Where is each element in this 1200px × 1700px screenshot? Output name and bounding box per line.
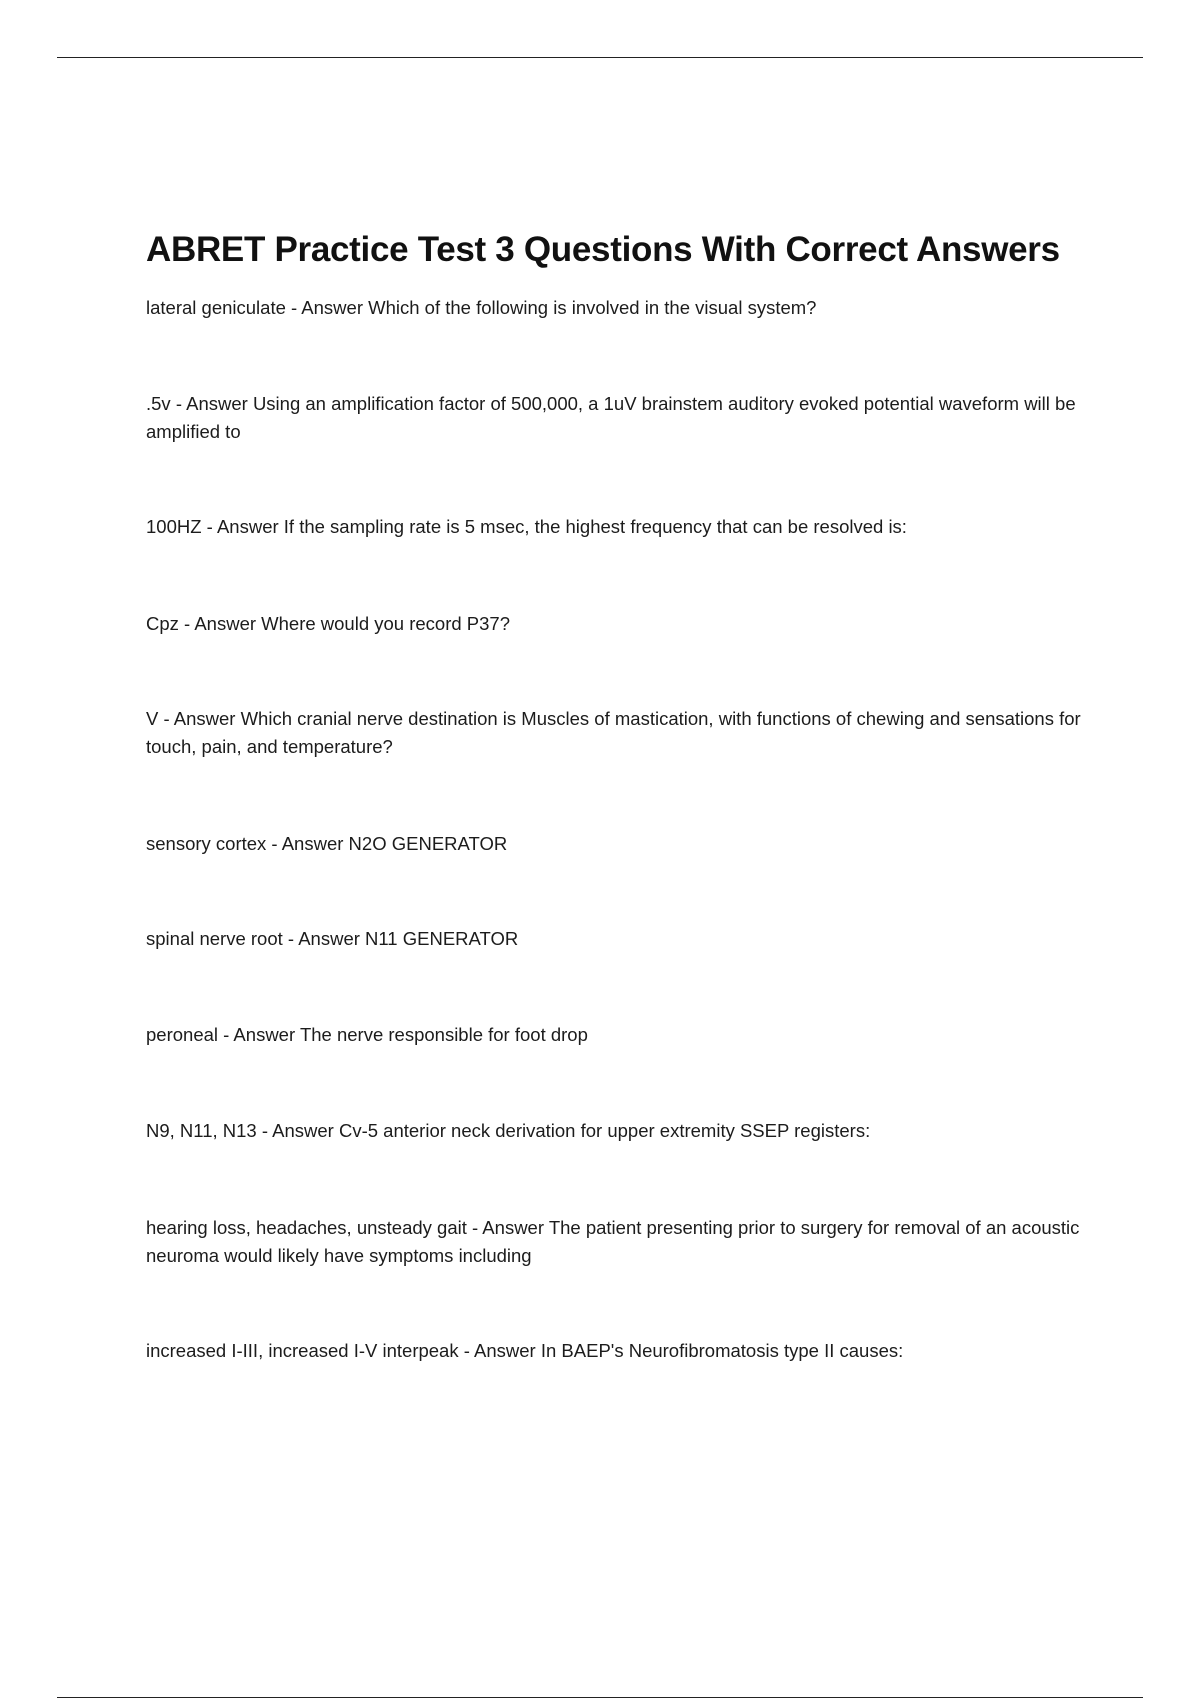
- qa-item: [146, 1214, 1096, 1270]
- answer-separator: - Answer: [158, 708, 241, 729]
- answer-separator: - Answer: [170, 393, 253, 414]
- qa-item: [146, 1117, 1096, 1145]
- qa-item: [146, 294, 1096, 322]
- bottom-divider: [57, 1697, 1143, 1698]
- answer-text: V: [146, 708, 159, 729]
- answer-text: 100HZ: [146, 516, 202, 537]
- answer-separator: - Answer: [466, 1217, 549, 1238]
- question-text: N2O GENERATOR: [348, 833, 508, 854]
- answer-separator: - Answer: [285, 297, 369, 318]
- qa-item: [146, 925, 1096, 953]
- qa-item: [146, 390, 1096, 446]
- answer-separator: - Answer: [266, 833, 349, 854]
- question-text: Using an amplification factor of 500,000, a 1uV brainstem auditory evoked potential waveform will be amplified to: [146, 393, 1076, 442]
- question-text: The nerve responsible for foot drop: [299, 1024, 588, 1045]
- document-body: [146, 228, 1096, 1361]
- answer-text: N9, N11, N13: [146, 1120, 257, 1141]
- answer-text: Cpz: [146, 613, 179, 634]
- answer-separator: - Answer: [282, 928, 366, 949]
- answer-text: lateral geniculate: [146, 297, 286, 318]
- answer-text: .5v: [146, 393, 171, 414]
- qa-item: [146, 1021, 1096, 1049]
- question-text: Which cranial nerve destination is Muscles of mastication, with functions of chewing and sensations for touch, pain, and temperature?: [146, 708, 1081, 757]
- answer-separator: - Answer: [458, 1340, 541, 1361]
- document-title: ABRET Practice Test 3 Questions With Correct Answers: [146, 230, 1060, 269]
- question-text: N11 GENERATOR: [365, 928, 519, 949]
- question-text: In BAEP's Neurofibromatosis type II causes:: [540, 1340, 904, 1361]
- answer-text: peroneal: [146, 1024, 219, 1045]
- answer-text: sensory cortex: [146, 833, 267, 854]
- answer-separator: - Answer: [218, 1024, 300, 1045]
- answer-separator: - Answer: [201, 516, 284, 537]
- question-text: Cv-5 anterior neck derivation for upper extremity SSEP registers:: [338, 1120, 871, 1141]
- answer-text: increased I-III, increased I-V interpeak: [146, 1340, 459, 1361]
- qa-item: [146, 513, 1096, 541]
- qa-item: [146, 830, 1096, 858]
- question-text: Where would you record P37?: [261, 613, 511, 634]
- qa-item: [146, 705, 1096, 761]
- question-text: Which of the following is involved in the visual system?: [368, 297, 817, 318]
- answer-separator: - Answer: [178, 613, 262, 634]
- qa-item: [146, 1337, 1096, 1365]
- answer-text: spinal nerve root: [146, 928, 283, 949]
- answer-separator: - Answer: [256, 1120, 339, 1141]
- top-divider: [57, 57, 1143, 58]
- answer-text: hearing loss, headaches, unsteady gait: [146, 1217, 467, 1238]
- question-text: If the sampling rate is 5 msec, the highest frequency that can be resolved is:: [283, 516, 907, 537]
- question-text: The patient presenting prior to surgery for removal of an acoustic neuroma would likely have symptoms including: [146, 1217, 1080, 1266]
- qa-item: [146, 610, 1096, 638]
